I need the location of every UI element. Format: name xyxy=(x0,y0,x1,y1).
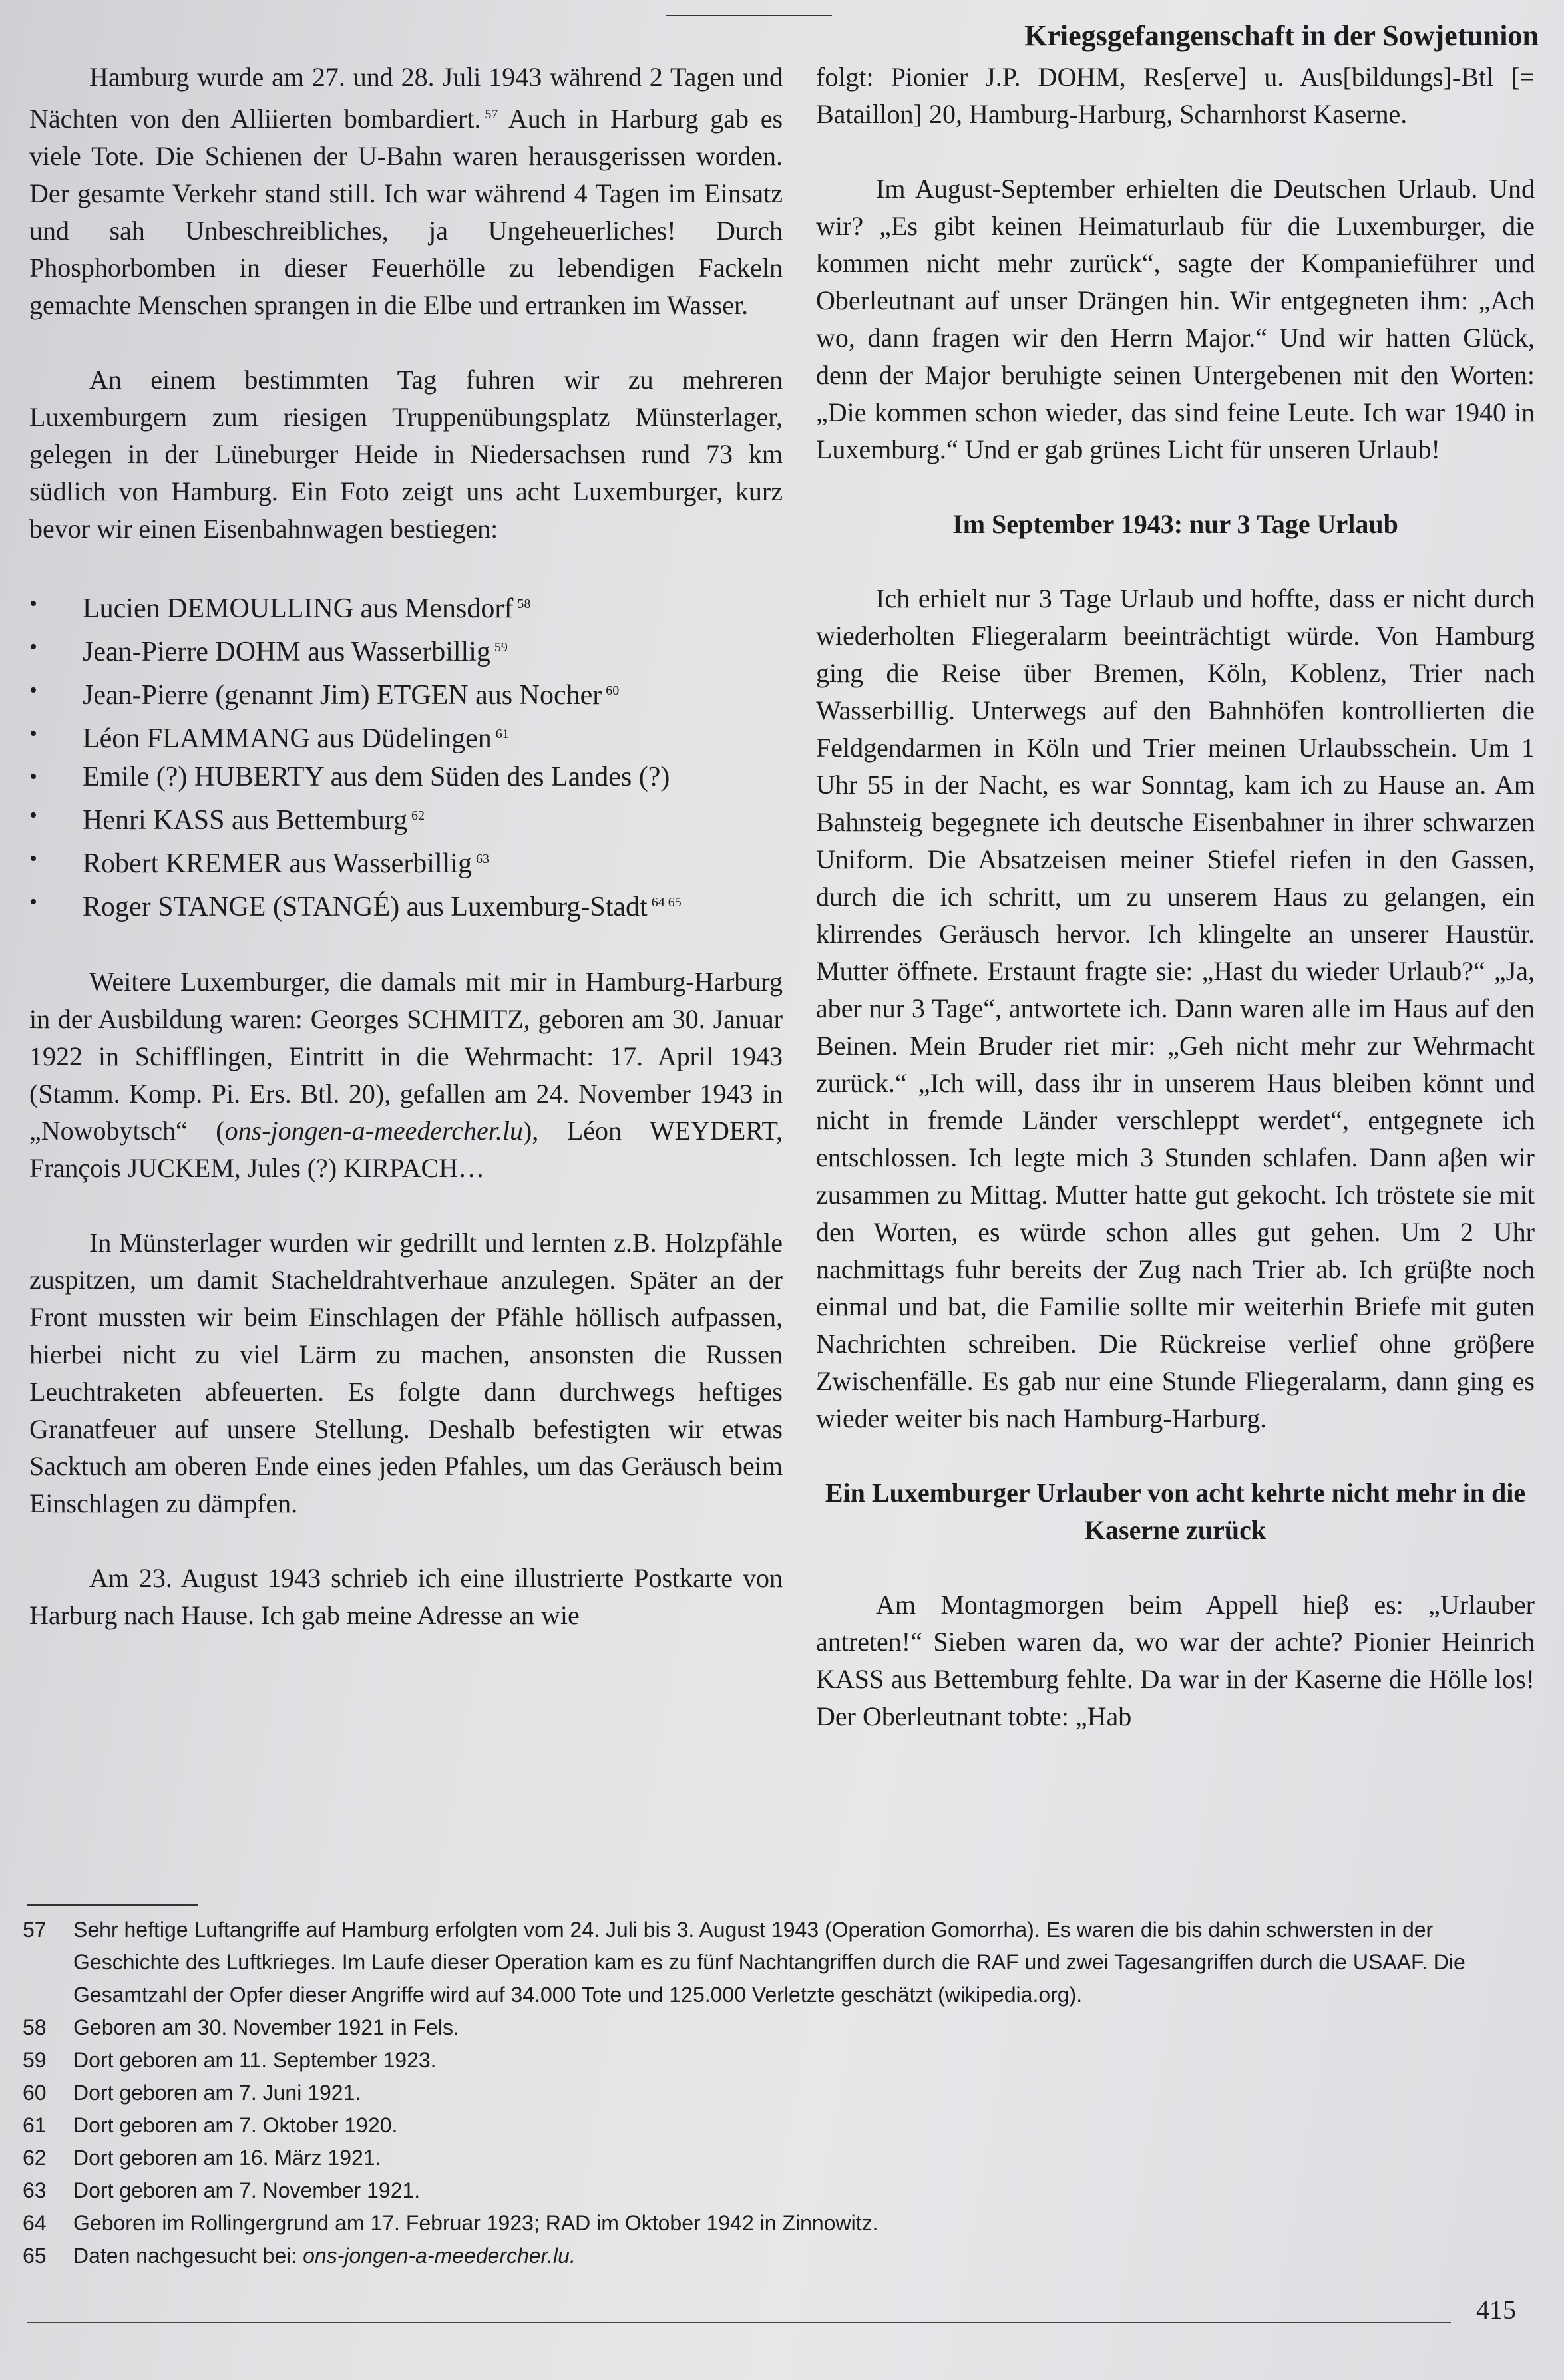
list-item-text: Roger STANGE (STANGÉ) aus Luxemburg-Stadt xyxy=(83,892,648,922)
footnote xyxy=(23,2142,1527,2174)
website-reference: ons-jongen-a-meedercher.lu. xyxy=(303,2244,576,2268)
footnote-text: Sehr heftige Luftangriffe auf Hamburg erfolgten vom 24. Juli bis 3. August 1943 (Operation Gomorrha). Es waren die bis dahin schwersten in der Geschichte des Luftkrieges. Im Laufe dieser Operation kam es zu fünf Nachtangriffen durch die RAF und zwei Tagesangriffen durch die USAAF. Die Gesamtzahl der Opfer dieser Angriffe wird auf 34.000 Tote und 125.000 Verletzte geschätzt (wikipedia.org). xyxy=(73,1918,1466,2007)
list-item xyxy=(83,758,783,796)
paragraph-text: Weitere Luxemburger, die damals mit mir in Hamburg-Harburg in der Ausbildung waren: Georges SCHMITZ, geboren am 30. Januar 1922 in Schifflingen, Eintritt in die Wehrmacht: 17. April 1943 (Stamm. Komp. Pi. Ers. Btl. 20), gefallen am 24. November 1943 in „Nowobytsch“ ( xyxy=(29,967,783,1146)
footnote-number: 64 xyxy=(23,2211,47,2235)
paragraph-text: Hamburg wurde am 27. und 28. Juli 1943 während 2 Tagen und Nächten von den Alliierten bombardiert. xyxy=(29,62,783,134)
paragraph: folgt: Pionier J.P. DOHM, Res[erve] u. Aus[bildungs]-Btl [= Bataillon] 20, Hamburg-Harburg, Scharnhorst Kaserne. xyxy=(816,62,1535,129)
paragraph: In Münsterlager wurden wir gedrillt und lernten z.B. Holzpfähle zuspitzen, um damit Stacheldrahtverhaue anzulegen. Später an der Front mussten wir beim Einschlagen der Pfähle höllisch aufpassen, hierbei nicht zu viel Lärm zu machen, ansonsten die Russen Leuchtraketen abfeuerten. Es folgte dann durchwegs heftiges Granatfeuer auf unsere Stellung. Deshalb befestigten wir etwas Sacktuch am oberen Ende eines jeden Pfahles, um das Geräusch beim Einschlagen zu dämpfen. xyxy=(29,1228,783,1518)
footnote-number: 62 xyxy=(23,2146,47,2170)
bottom-rule xyxy=(27,2322,1451,2323)
list-item-text: Robert KREMER aus Wasserbillig xyxy=(83,848,472,879)
header-rule xyxy=(666,15,832,16)
section-heading: Im September 1943: nur 3 Tage Urlaub xyxy=(952,509,1398,539)
footnote-text: Dort geboren am 7. November 1921. xyxy=(73,2178,421,2202)
footnote xyxy=(23,2207,1527,2240)
footnote-ref: 57 xyxy=(485,107,498,122)
right-column xyxy=(816,59,1535,1773)
footnote-text: Dort geboren am 11. September 1923. xyxy=(73,2048,437,2072)
running-title: Kriegsgefangenschaft in der Sowjetunion xyxy=(1024,19,1539,52)
paragraph: Im August-September erhielten die Deutschen Urlaub. Und wir? „Es gibt keinen Heimaturlaub für die Luxemburger, die kommen nicht mehr zurück“, sagte der Kompanieführer und Oberleutnant auf unser Drängen hin. Wir entgegneten ihm: „Ach wo, dann fragen wir den Herrn Major.“ Und wir hatten Glück, denn der Major beruhigte seinen Untergebenen mit den Worten: „Die kommen schon wieder, das sind feine Leute. Ich war 1940 in Luxemburg.“ Und er gab grünes Licht für unseren Urlaub! xyxy=(816,174,1535,464)
footnote-number: 59 xyxy=(23,2048,47,2072)
footnote-rule xyxy=(27,1904,198,1906)
paragraph xyxy=(29,963,783,1187)
footnote-text xyxy=(73,2244,576,2268)
name-list xyxy=(29,585,783,926)
list-item-text: Emile (?) HUBERTY aus dem Süden des Landes (?) xyxy=(83,762,670,792)
footnote-number: 60 xyxy=(23,2081,47,2105)
paragraph xyxy=(29,59,783,324)
list-item xyxy=(83,628,783,671)
paragraph-text: Auch in Harburg gab es viele Tote. Die Schienen der U-Bahn waren herausgerissen worden. Der gesamte Verkehr stand still. Ich war während 4 Tagen im Einsatz und sah Unbeschreibliches, ja Ungeheuerliches! Durch Phosphorbomben in dieser Feuerhölle zu lebendigen Fackeln gemachte Menschen sprangen in die Elbe und ertranken im Wasser. xyxy=(29,104,783,320)
list-item-text: Henri KASS aus Bettemburg xyxy=(83,805,408,836)
list-item-text: Jean-Pierre (genannt Jim) ETGEN aus Nocher xyxy=(83,680,602,711)
list-item-text: Léon FLAMMANG aus Düdelingen xyxy=(83,723,492,754)
footnote-ref: 58 xyxy=(517,597,531,611)
footnote-number: 57 xyxy=(23,1918,47,1942)
footnote-ref: 63 xyxy=(475,852,489,866)
section-heading: Ein Luxemburger Urlauber von acht kehrte nicht mehr in die Kaserne zurück xyxy=(825,1478,1526,1545)
footnotes xyxy=(23,1914,1527,2272)
footnote xyxy=(23,2077,1527,2109)
list-item-text: Jean-Pierre DOHM aus Wasserbillig xyxy=(83,637,490,667)
list-item xyxy=(83,883,783,926)
footnote-ref: 61 xyxy=(495,727,509,741)
list-item xyxy=(83,585,783,628)
page-number: 415 xyxy=(1476,2295,1516,2325)
footnote-text: Geboren am 30. November 1921 in Fels. xyxy=(73,2015,459,2039)
footnote xyxy=(23,2044,1527,2077)
footnote-number: 63 xyxy=(23,2178,47,2202)
list-item-text: Lucien DEMOULLING aus Mensdorf xyxy=(83,594,514,624)
left-column xyxy=(29,59,783,1671)
website-reference: ons-jongen-a-meedercher.lu xyxy=(224,1116,523,1146)
footnote xyxy=(23,2109,1527,2142)
footnote-text: Dort geboren am 7. Oktober 1920. xyxy=(73,2113,398,2137)
footnote-text: Dort geboren am 7. Juni 1921. xyxy=(73,2081,361,2105)
paragraph-text: ), Léon WEYDERT, François JUCKEM, Jules (?) KIRPACH… xyxy=(29,1116,783,1183)
paragraph: Ich erhielt nur 3 Tage Urlaub und hoffte, dass er nicht durch wiederholten Fliegeralarm beeinträchtigt würde. Von Hamburg ging die Reise über Bremen, Köln, Koblenz, Trier nach Wasserbillig. Unterwegs auf den Bahnhöfen kontrollierten die Feldgendarmen in Köln und Trier meinen Urlaubsschein. Um 1 Uhr 55 in der Nacht, es war Sonntag, kam ich zu Hause an. Am Bahnsteig begegnete ich deutsche Eisenbahner in ihrer schwarzen Uniform. Die Absatzeisen meiner Stiefel riefen in den Gassen, durch die ich schritt, um zu unserem Haus zu gelangen, ein klirrendes Geräusch hervor. Ich klingelte an unserer Haustür. Mutter öffnete. Erstaunt fragte sie: „Hast du wieder Urlaub?“ „Ja, aber nur 3 Tage“, antwortete ich. Dann waren alle im Haus auf den Beinen. Mein Bruder riet mir: „Geh nicht mehr zur Wehrmacht zurück.“ „Ich will, dass ihr in unserem Haus bleiben könnt und nicht in fremde Länder verschleppt werdet“, entgegnete ich entschlossen. Ich legte mich 3 Stunden schlafen. Dann aβen wir zusammen zu Mittag. Mutter hatte gut gekocht. Ich tröstete sie mit den Worten, es würde schon alles gut gehen. Um 2 Uhr nachmittags fuhr bereits der Zug nach Trier ab. Ich grüβte noch einmal und bat, die Familie sollte mir weiterhin Briefe mit guten Nachrichten schreiben. Die Rückreise verlief ohne gröβere Zwischenfälle. Es gab nur eine Stunde Fliegeralarm, dann ging es wieder weiter bis nach Hamburg-Harburg. xyxy=(816,584,1535,1433)
footnote-text: Dort geboren am 16. März 1921. xyxy=(73,2146,381,2170)
footnote xyxy=(23,2011,1527,2044)
footnote-ref: 62 xyxy=(411,808,425,823)
list-item xyxy=(83,796,783,840)
footnote-text: Geboren im Rollingergrund am 17. Februar 1923; RAD im Oktober 1942 in Zinnowitz. xyxy=(73,2211,879,2235)
footnote-number: 61 xyxy=(23,2113,47,2137)
footnote-ref: 64 65 xyxy=(651,895,682,910)
footnote-text-prefix: Daten nachgesucht bei: xyxy=(73,2244,303,2268)
footnote-number: 58 xyxy=(23,2015,47,2039)
footnote-ref: 60 xyxy=(606,683,620,698)
paragraph: Am Montagmorgen beim Appell hieβ es: „Urlauber antreten!“ Sieben waren da, wo war der achte? Pionier Heinrich KASS aus Bettemburg fehlte. Da war in der Kaserne die Hölle los! Der Oberleutnant tobte: „Hab xyxy=(816,1590,1535,1731)
paragraph: Am 23. August 1943 schrieb ich eine illustrierte Postkarte von Harburg nach Hause. Ich gab meine Adresse an wie xyxy=(29,1563,783,1630)
footnote-number: 65 xyxy=(23,2244,47,2268)
list-item xyxy=(83,715,783,758)
footnote-ref: 59 xyxy=(494,640,508,655)
footnote xyxy=(23,1914,1527,2011)
footnote xyxy=(23,2174,1527,2207)
paragraph: An einem bestimmten Tag fuhren wir zu mehreren Luxemburgern zum riesigen Truppenübungsplatz Münsterlager, gelegen in der Lüneburger Heide in Niedersachsen rund 73 km südlich von Hamburg. Ein Foto zeigt uns acht Luxemburger, kurz bevor wir einen Eisenbahnwagen bestiegen: xyxy=(29,365,783,544)
list-item xyxy=(83,840,783,883)
footnote xyxy=(23,2240,1527,2272)
list-item xyxy=(83,671,783,715)
